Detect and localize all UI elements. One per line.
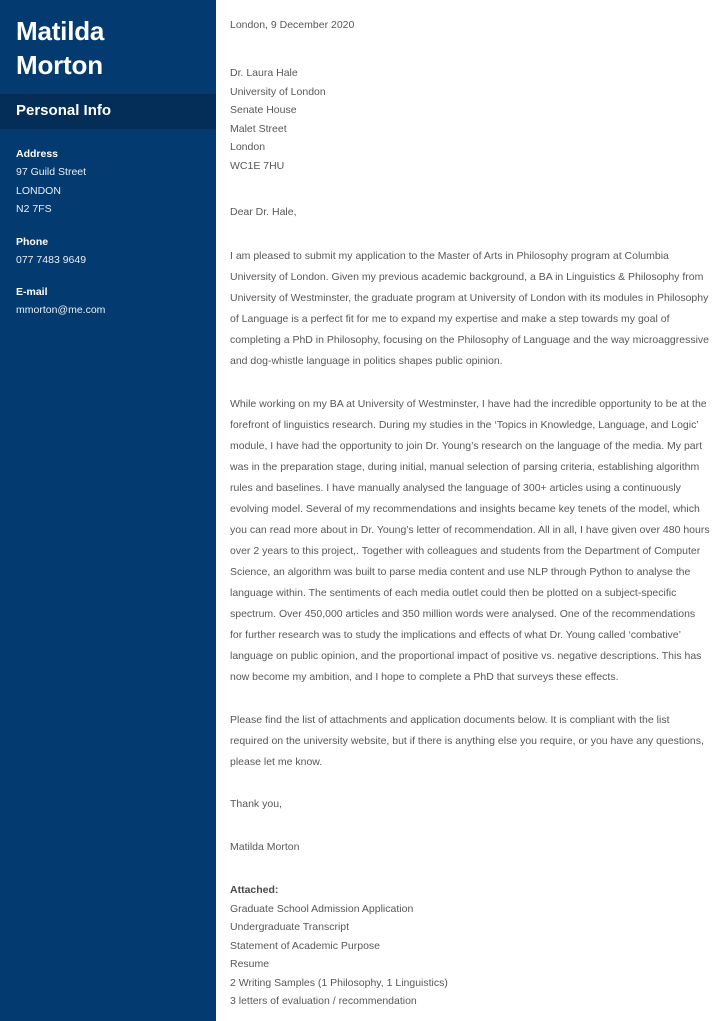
info-value-email: mmorton@me.com [16, 304, 106, 316]
letter-paragraph-2: While working on my BA at University of Westminster, I have had the incredible opportunity to be at the forefront of linguistics research. During my studies in the ‘Topics in Knowledge, Language, and Logic’ module, I have had the opportunity to join Dr. Young’s research on the language of the media. My part was in the preparation stage, during initial, manual selection of parsing criteria, establishing algorithm rules and baselines. I have manually analysed the language of 300+ articles using a continuously evolving model. Several of my recommendations and insights became key tenets of the model, which you can read more about in Dr. Young’s letter of recommendation. All in all, I have given over 480 hours over 2 years to this project,. Together with colleagues and students from the Department of Computer Science, an algorithm was built to parse media content and use NLP through Python to analyse the language within. The sentiments of each media outlet could then be plotted on a subject-specific spectrum. Over 450,000 articles and 350 million words were analysed. One of the recommendations for further research was to study the implications and effects of what Dr. Young called ‘combative’ language on public opinion, and the proportional impact of positive vs. negative descriptions. This has now become my ambition, and I hope to complete a PhD that surveys these effects. [230, 398, 710, 683]
candidate-first-name: Matilda [16, 16, 105, 46]
info-label-email: E-mail [16, 286, 48, 298]
candidate-last-name: Morton [16, 50, 103, 80]
attachments-block [230, 881, 710, 1011]
info-group-phone [16, 233, 200, 270]
attachments-title: Attached: [230, 884, 279, 896]
recipient-address-block [230, 64, 710, 175]
letter-salutation: Dear Dr. Hale, [230, 206, 297, 218]
info-label-address: Address [16, 148, 59, 160]
letter-paragraph-3: Please find the list of attachments and application documents below. It is compliant with the list required on the university website, but if there is anything else you require, or you have any questions, please let me know. [230, 714, 704, 768]
letter-paragraph-1: I am pleased to submit my application to the Master of Arts in Philosophy program at Columbia University of London. Given my previous academic background, a BA in Linguistics & Philosophy from University of Westminster, the graduate program at University of London with its modules in Philosophy of Language is a perfect fit for me to expand my expertise and make a step towards my goal of completing a PhD in Philosophy, focusing on the Philosophy of Language and the way microaggressive and dog-whistle language in politics shapes public opinion. [230, 250, 710, 367]
candidate-name-block [0, 0, 216, 82]
personal-info-list [0, 129, 216, 320]
attachment-item: Resume [230, 958, 270, 970]
sidebar [0, 0, 216, 1021]
info-value-phone: 077 7483 9649 [16, 253, 87, 266]
letter-body [216, 0, 722, 1021]
attachment-item: Graduate School Admission Application [230, 902, 414, 915]
letter-signature: Matilda Morton [230, 841, 300, 853]
info-value-address-line-2: LONDON [16, 184, 61, 197]
attachment-item: Statement of Academic Purpose [230, 939, 380, 952]
info-value-address-line-1: 97 Guild Street [16, 166, 87, 178]
letter-thank-you: Thank you, [230, 798, 282, 810]
attachment-item: Undergraduate Transcript [230, 921, 350, 933]
info-group-address [16, 145, 200, 219]
attachment-item: 3 letters of evaluation / recommendation [230, 995, 417, 1007]
info-label-phone: Phone [16, 235, 49, 248]
recipient-line-street: Malet Street [230, 122, 287, 135]
recipient-line-building: Senate House [230, 104, 297, 116]
recipient-line-postcode: WC1E 7HU [230, 159, 285, 172]
personal-info-title: Personal Info [16, 102, 112, 119]
info-group-email [16, 283, 200, 320]
info-value-address-line-3: N2 7FS [16, 203, 52, 215]
recipient-line-name: Dr. Laura Hale [230, 67, 298, 79]
recipient-line-city: London [230, 141, 266, 153]
recipient-line-organisation: University of London [230, 85, 326, 98]
attachment-item: 2 Writing Samples (1 Philosophy, 1 Linguistics) [230, 976, 448, 989]
personal-info-header [0, 94, 216, 129]
letter-date: London, 9 December 2020 [230, 19, 355, 31]
